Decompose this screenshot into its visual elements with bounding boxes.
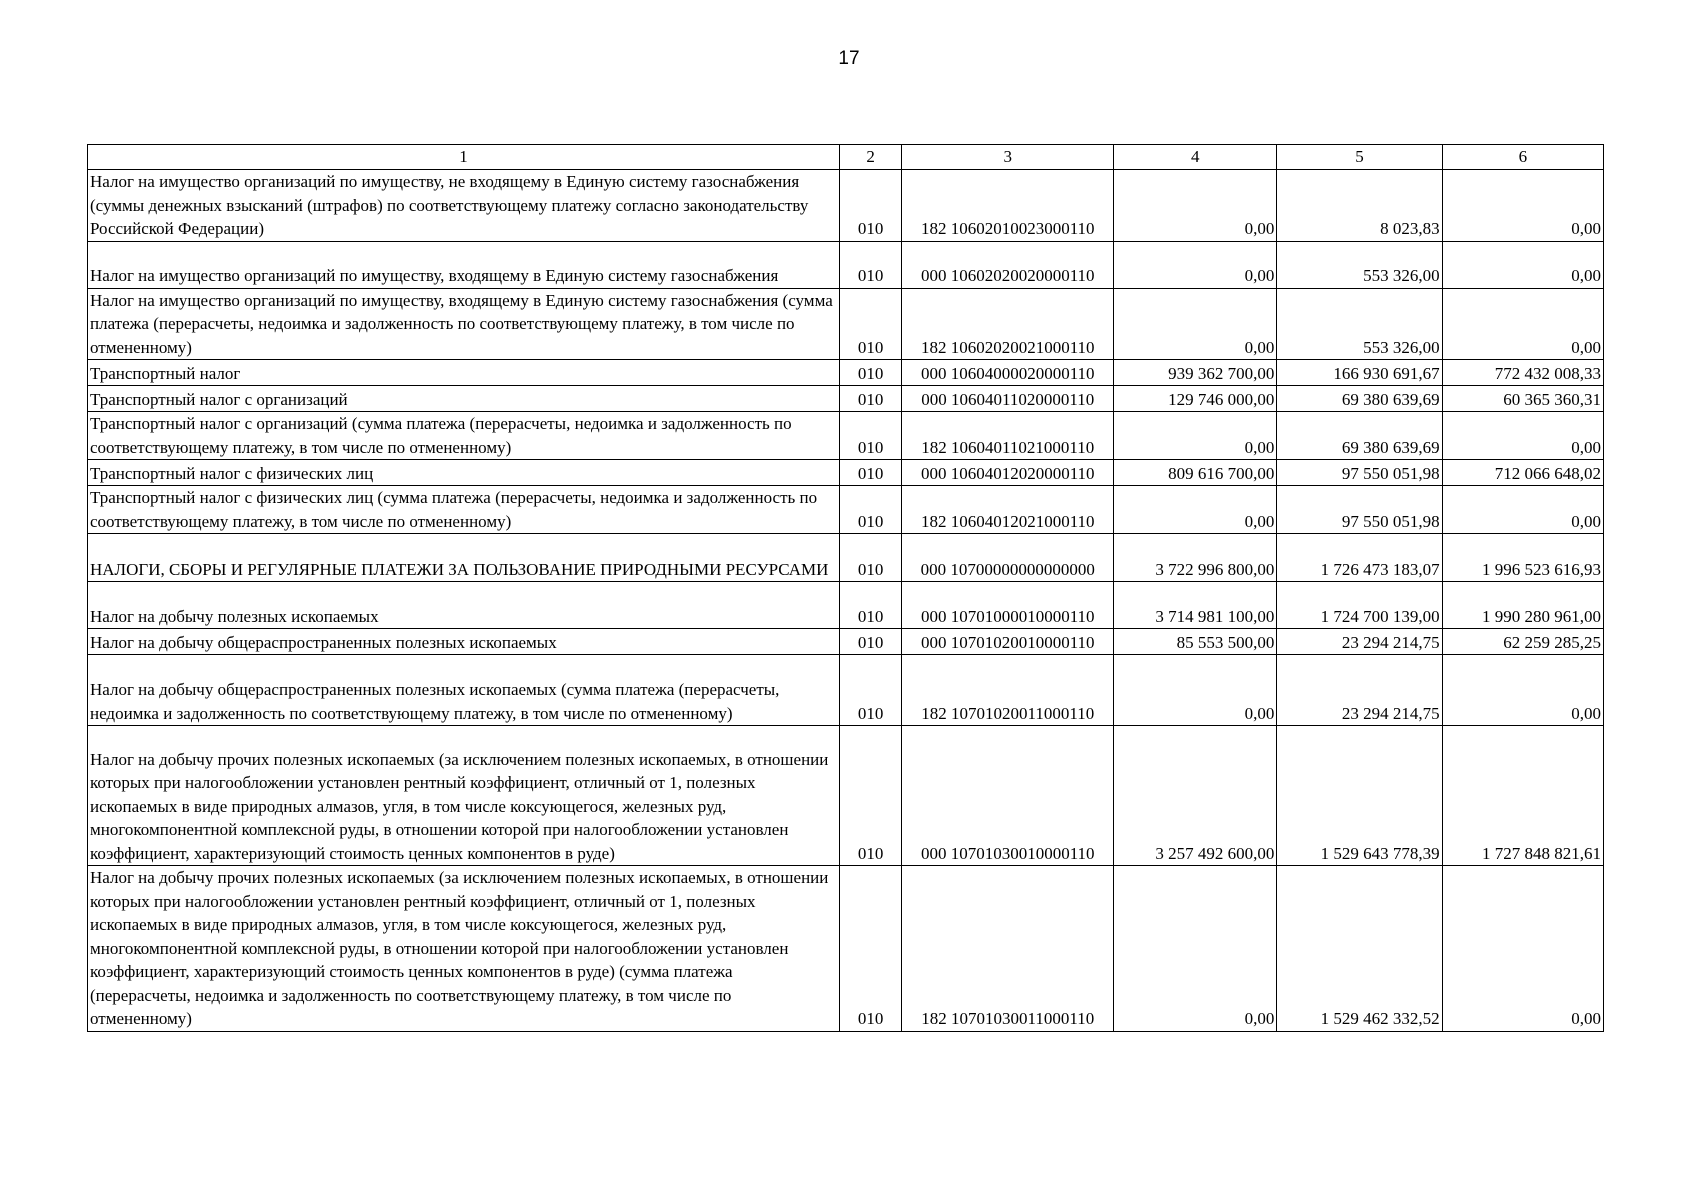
table-row	[88, 288, 1604, 360]
row-name: Налог на имущество организаций по имуществу, входящему в Единую систему газоснабжения (сумма платежа (перерасчеты, недоимка и задолженность по соответствующему платежу, в том числе по отмененному)	[88, 288, 840, 360]
row-col6: 0,00	[1442, 288, 1603, 360]
row-col5: 553 326,00	[1277, 288, 1442, 360]
row-line-code: 010	[839, 170, 901, 242]
row-name: Налог на добычу общераспространенных полезных ископаемых (сумма платежа (перерасчеты, недоимка и задолженность по соответствующему платежу, в том числе по отмененному)	[88, 655, 840, 726]
row-col4: 0,00	[1114, 170, 1277, 242]
row-budget-code: 182 10701020011000110	[902, 655, 1114, 726]
column-header-4: 4	[1114, 145, 1277, 170]
column-header-1: 1	[88, 145, 840, 170]
row-col5: 8 023,83	[1277, 170, 1442, 242]
row-line-code: 010	[839, 288, 901, 360]
row-col4: 0,00	[1114, 241, 1277, 288]
row-col5: 1 529 462 332,52	[1277, 866, 1442, 1032]
row-budget-code: 182 10604011021000110	[902, 412, 1114, 460]
row-col6: 712 066 648,02	[1442, 460, 1603, 486]
table-row	[88, 534, 1604, 582]
row-name: Налог на добычу общераспространенных полезных ископаемых	[88, 629, 840, 655]
row-col5: 69 380 639,69	[1277, 386, 1442, 412]
table-row	[88, 655, 1604, 726]
row-col4: 3 722 996 800,00	[1114, 534, 1277, 582]
row-name: НАЛОГИ, СБОРЫ И РЕГУЛЯРНЫЕ ПЛАТЕЖИ ЗА ПОЛЬЗОВАНИЕ ПРИРОДНЫМИ РЕСУРСАМИ	[88, 534, 840, 582]
row-col4: 129 746 000,00	[1114, 386, 1277, 412]
row-col4: 939 362 700,00	[1114, 360, 1277, 386]
row-col6: 1 996 523 616,93	[1442, 534, 1603, 582]
row-budget-code: 000 10602020020000110	[902, 241, 1114, 288]
table-row	[88, 241, 1604, 288]
row-col4: 0,00	[1114, 866, 1277, 1032]
row-col6: 0,00	[1442, 486, 1603, 534]
row-budget-code: 000 10701030010000110	[902, 726, 1114, 866]
row-col6: 0,00	[1442, 241, 1603, 288]
page-number: 17	[838, 48, 860, 69]
row-name: Налог на добычу полезных ископаемых	[88, 582, 840, 629]
row-col6: 1 990 280 961,00	[1442, 582, 1603, 629]
row-line-code: 010	[839, 460, 901, 486]
row-col6: 62 259 285,25	[1442, 629, 1603, 655]
row-col5: 23 294 214,75	[1277, 655, 1442, 726]
row-budget-code: 000 10604011020000110	[902, 386, 1114, 412]
table-row	[88, 726, 1604, 866]
row-name: Налог на добычу прочих полезных ископаемых (за исключением полезных ископаемых, в отношении которых при налогообложении установлен рентный коэффициент, отличный от 1, полезных ископаемых в виде природных алмазов, угля, в том числе коксующегося, железных руд, многокомпонентной комплексной руды, в отношении которой при налогообложении установлен коэффициент, характеризующий стоимость ценных компонентов в руде) (сумма платежа (перерасчеты, недоимка и задолженность по соответствующему платежу, в том числе по отмененному)	[88, 866, 840, 1032]
row-col5: 166 930 691,67	[1277, 360, 1442, 386]
row-budget-code: 000 10604000020000110	[902, 360, 1114, 386]
row-budget-code: 000 10604012020000110	[902, 460, 1114, 486]
row-col5: 1 724 700 139,00	[1277, 582, 1442, 629]
row-col4: 809 616 700,00	[1114, 460, 1277, 486]
row-line-code: 010	[839, 486, 901, 534]
table-row	[88, 486, 1604, 534]
row-name: Транспортный налог с физических лиц	[88, 460, 840, 486]
table-row	[88, 629, 1604, 655]
row-col6: 1 727 848 821,61	[1442, 726, 1603, 866]
row-col6: 772 432 008,33	[1442, 360, 1603, 386]
row-line-code: 010	[839, 386, 901, 412]
row-name: Транспортный налог с организаций	[88, 386, 840, 412]
row-col6: 0,00	[1442, 412, 1603, 460]
row-name: Транспортный налог	[88, 360, 840, 386]
budget-execution-table	[87, 144, 1604, 1032]
table-row	[88, 866, 1604, 1032]
row-col5: 1 529 643 778,39	[1277, 726, 1442, 866]
row-col6: 0,00	[1442, 866, 1603, 1032]
row-col5: 553 326,00	[1277, 241, 1442, 288]
row-line-code: 010	[839, 534, 901, 582]
table-row	[88, 360, 1604, 386]
row-col4: 3 714 981 100,00	[1114, 582, 1277, 629]
row-col6: 0,00	[1442, 655, 1603, 726]
table-body	[88, 170, 1604, 1032]
row-budget-code: 000 10700000000000000	[902, 534, 1114, 582]
row-line-code: 010	[839, 866, 901, 1032]
row-col4: 0,00	[1114, 412, 1277, 460]
row-line-code: 010	[839, 655, 901, 726]
row-col5: 23 294 214,75	[1277, 629, 1442, 655]
row-name: Налог на имущество организаций по имуществу, не входящему в Единую систему газоснабжения (суммы денежных взысканий (штрафов) по соответствующему платежу согласно законодательству Российской Федерации)	[88, 170, 840, 242]
row-col6: 0,00	[1442, 170, 1603, 242]
row-name: Налог на добычу прочих полезных ископаемых (за исключением полезных ископаемых, в отношении которых при налогообложении установлен рентный коэффициент, отличный от 1, полезных ископаемых в виде природных алмазов, угля, в том числе коксующегося, железных руд, многокомпонентной комплексной руды, в отношении которой при налогообложении установлен коэффициент, характеризующий стоимость ценных компонентов в руде)	[88, 726, 840, 866]
row-line-code: 010	[839, 241, 901, 288]
table-row	[88, 386, 1604, 412]
table-header-row	[88, 145, 1604, 170]
column-header-5: 5	[1277, 145, 1442, 170]
row-line-code: 010	[839, 629, 901, 655]
row-line-code: 010	[839, 726, 901, 866]
row-budget-code: 000 10701000010000110	[902, 582, 1114, 629]
row-col4: 0,00	[1114, 288, 1277, 360]
row-name: Налог на имущество организаций по имуществу, входящему в Единую систему газоснабжения	[88, 241, 840, 288]
row-col4: 0,00	[1114, 486, 1277, 534]
column-header-6: 6	[1442, 145, 1603, 170]
row-budget-code: 000 10701020010000110	[902, 629, 1114, 655]
row-line-code: 010	[839, 412, 901, 460]
row-name: Транспортный налог с физических лиц (сумма платежа (перерасчеты, недоимка и задолженность по соответствующему платежу, в том числе по отмененному)	[88, 486, 840, 534]
row-col5: 97 550 051,98	[1277, 460, 1442, 486]
column-header-3: 3	[902, 145, 1114, 170]
table-row	[88, 170, 1604, 242]
table-row	[88, 412, 1604, 460]
row-name: Транспортный налог с организаций (сумма платежа (перерасчеты, недоимка и задолженность по соответствующему платежу, в том числе по отмененному)	[88, 412, 840, 460]
row-budget-code: 182 10602010023000110	[902, 170, 1114, 242]
row-line-code: 010	[839, 582, 901, 629]
row-col6: 60 365 360,31	[1442, 386, 1603, 412]
row-line-code: 010	[839, 360, 901, 386]
table-row	[88, 460, 1604, 486]
row-col4: 0,00	[1114, 655, 1277, 726]
row-col4: 3 257 492 600,00	[1114, 726, 1277, 866]
row-budget-code: 182 10701030011000110	[902, 866, 1114, 1032]
table-row	[88, 582, 1604, 629]
row-col5: 97 550 051,98	[1277, 486, 1442, 534]
row-budget-code: 182 10602020021000110	[902, 288, 1114, 360]
row-col5: 69 380 639,69	[1277, 412, 1442, 460]
row-col5: 1 726 473 183,07	[1277, 534, 1442, 582]
column-header-2: 2	[839, 145, 901, 170]
row-col4: 85 553 500,00	[1114, 629, 1277, 655]
row-budget-code: 182 10604012021000110	[902, 486, 1114, 534]
